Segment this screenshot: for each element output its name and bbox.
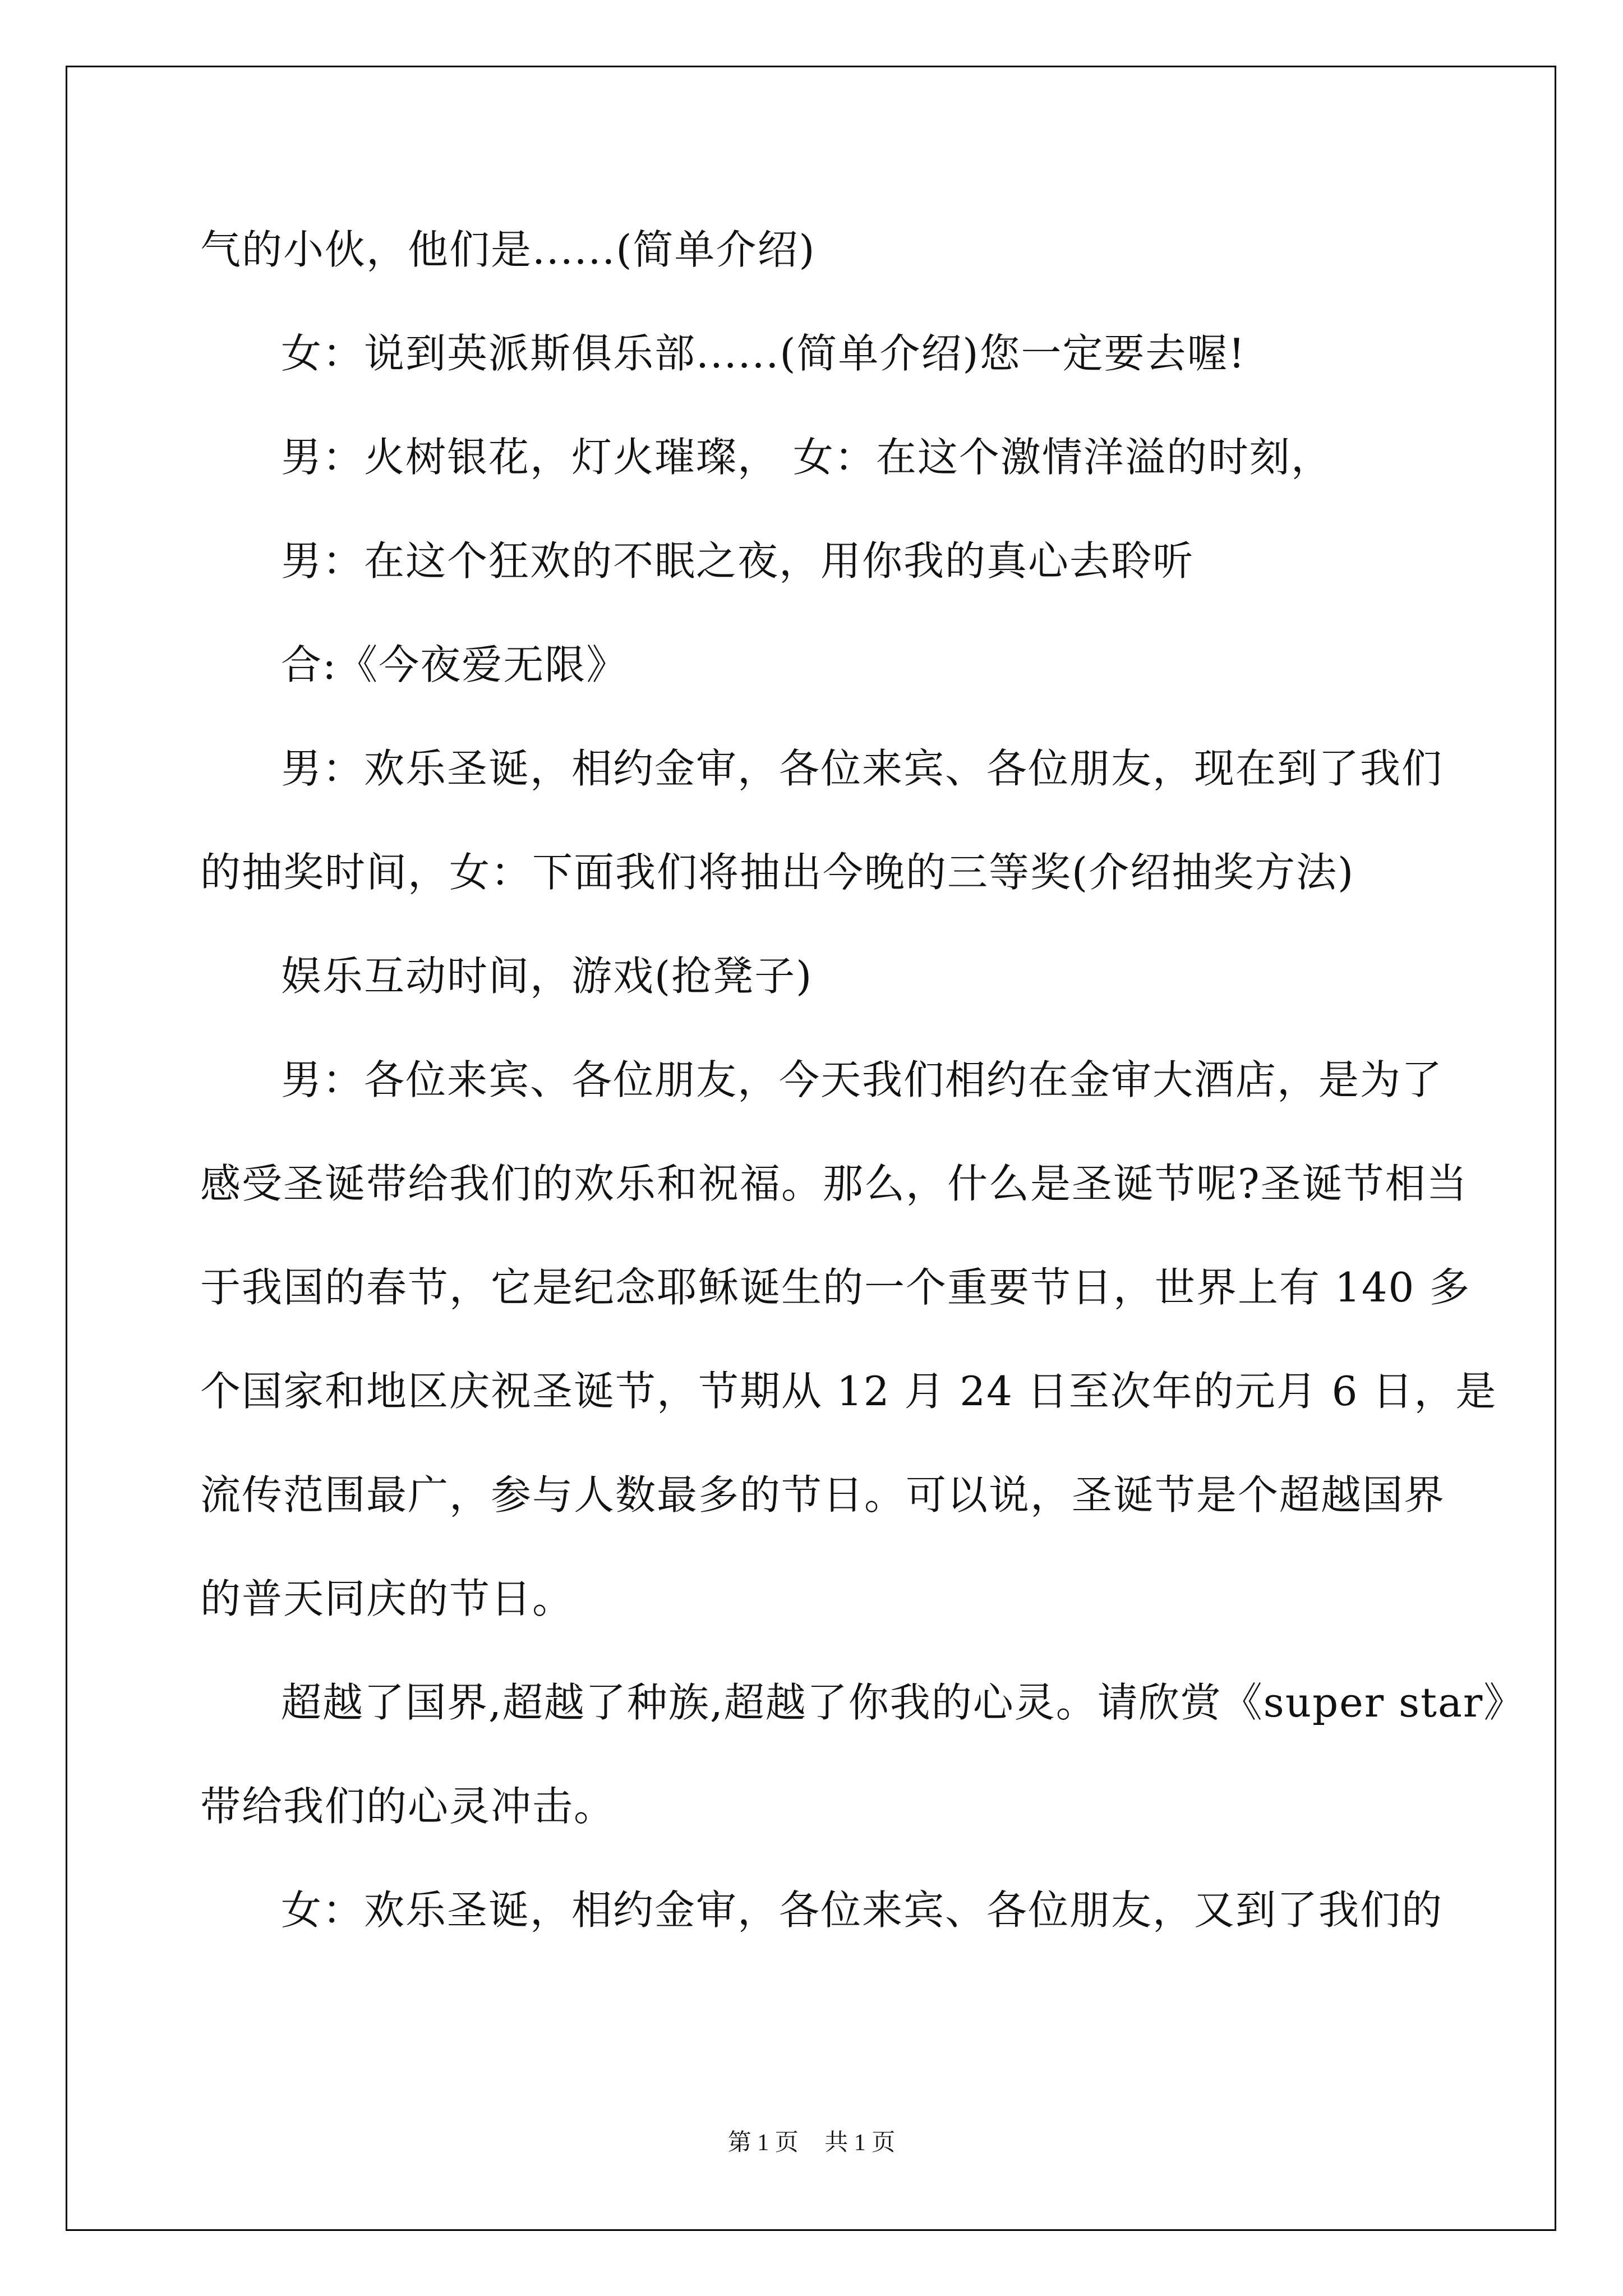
- text-line: 合:《今夜爱无限》: [281, 641, 628, 688]
- text-line: 女：说到英派斯俱乐部......(简单介绍)您一定要去喔!: [281, 330, 1246, 377]
- text-line: 的普天同庆的节日。: [200, 1575, 574, 1622]
- text-line: 流传范围最广，参与人数最多的节日。可以说，圣诞节是个超越国界: [200, 1471, 1446, 1519]
- text-line: 的抽奖时间，女：下面我们将抽出今晚的三等奖(介绍抽奖方法): [200, 849, 1355, 896]
- page-number-total: 共 1 页: [824, 2130, 896, 2156]
- page-footer: [0, 2126, 1623, 2160]
- text-line: 超越了国界,超越了种族,超越了你我的心灵。请欣赏《super star》: [281, 1679, 1525, 1726]
- text-line: 男：在这个狂欢的不眠之夜，用你我的真心去聆听: [281, 537, 1195, 585]
- text-line: 于我国的春节，它是纪念耶稣诞生的一个重要节日，世界上有 140 多: [200, 1264, 1471, 1311]
- page-number-current: 第 1 页: [727, 2130, 799, 2156]
- text-line: 气的小伙，他们是......(简单介绍): [200, 226, 816, 273]
- text-line: 带给我们的心灵冲击。: [200, 1783, 616, 1830]
- text-line: 男：火树银花，灯火璀璨， 女：在这个激情洋溢的时刻，: [281, 434, 1332, 481]
- text-line: 个国家和地区庆祝圣诞节，节期从 12 月 24 日至次年的元月 6 日，是: [200, 1368, 1497, 1415]
- text-line: 娱乐互动时间，游戏(抢凳子): [281, 953, 813, 1000]
- text-line: 女：欢乐圣诞，相约金审，各位来宾、各位朋友，又到了我们的: [281, 1887, 1444, 1934]
- text-line: 男：欢乐圣诞，相约金审，各位来宾、各位朋友，现在到了我们: [281, 745, 1444, 792]
- text-line: 男：各位来宾、各位朋友，今天我们相约在金审大酒店，是为了: [281, 1056, 1444, 1103]
- text-line: 感受圣诞带给我们的欢乐和祝福。那么，什么是圣诞节呢?圣诞节相当: [200, 1160, 1468, 1207]
